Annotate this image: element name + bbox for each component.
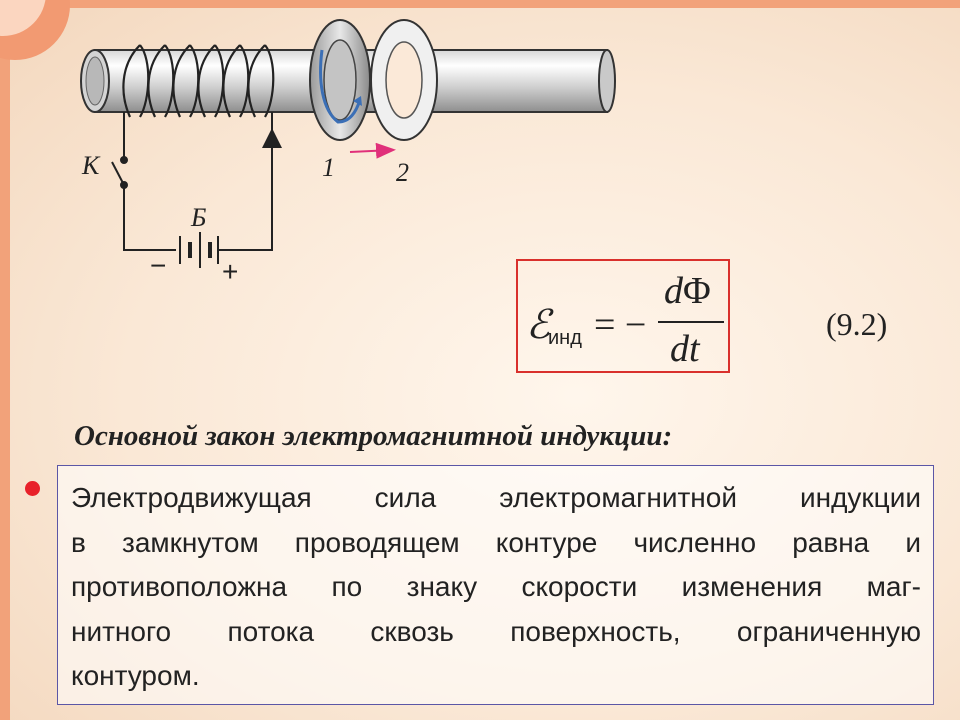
ring-1-label: 1 [322,153,335,182]
definition-line: контуром. [71,660,200,691]
equation-number: (9.2) [826,306,888,342]
ring-2 [371,20,437,140]
formula-box [516,259,730,373]
switch-label: К [82,151,100,180]
switch-symbol [112,157,127,188]
emf-subscript: инд [548,327,582,349]
definition-line: Электродвижущая сила электромагнитной индукции [71,482,921,513]
battery-symbol [180,232,218,268]
bullet-dot [25,481,40,496]
definition-line: нитного потока сквозь поверхность, ограниченную [71,615,921,647]
battery-label: Б [191,203,207,232]
emf-symbol: ℰ [526,302,551,347]
definition-line: противоположна по знаку скорости изменения маг- [71,571,921,602]
law-title: Основной закон электромагнитной индукции: [74,420,673,452]
battery-plus-label: + [222,256,239,287]
fraction-bar [658,321,724,323]
ring-2-label: 2 [396,158,409,187]
battery-minus-label: − [150,250,167,281]
formula-denominator: dt [670,328,700,370]
numerator-phi: Φ [683,270,711,312]
numerator-d: d [664,270,683,312]
ring-1 [310,20,370,140]
definition-line: в замкнутом проводящем контуре численно равна и [71,526,921,558]
motion-arrow [350,150,392,152]
formula-equals: = − [594,304,647,346]
formula-numerator [664,269,711,313]
definition-box [57,465,934,705]
